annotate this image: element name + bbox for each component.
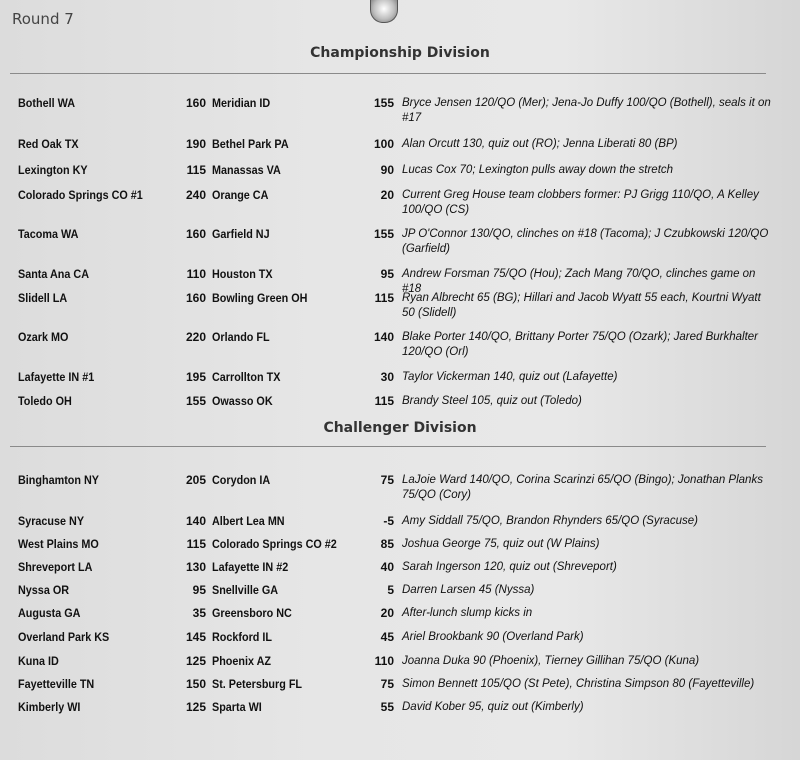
- team2: Orlando FL: [212, 330, 270, 344]
- score2: -5: [383, 514, 394, 528]
- score2: 115: [374, 394, 394, 408]
- team2: Greensboro NC: [212, 606, 292, 620]
- game-note: LaJoie Ward 140/QO, Corina Scarinzi 65/QO (Bingo); Jonathan Planks 75/QO (Cory): [402, 474, 763, 501]
- team2: Sparta WI: [212, 700, 262, 714]
- team1: Ozark MO: [18, 330, 69, 344]
- game-note: David Kober 95, quiz out (Kimberly): [402, 701, 584, 713]
- score2: 5: [387, 583, 394, 597]
- team2: Houston TX: [212, 267, 273, 281]
- score1: 125: [185, 654, 206, 668]
- score2: 55: [380, 700, 394, 714]
- championship-division-title: Championship Division: [310, 45, 490, 61]
- team1: Slidell LA: [18, 291, 68, 305]
- score2: 40: [380, 560, 394, 574]
- team1: Bothell WA: [18, 96, 75, 110]
- score2: 20: [380, 188, 394, 202]
- score1: 160: [185, 96, 206, 110]
- game-note: Simon Bennett 105/QO (St Pete), Christina Simpson 80 (Fayetteville): [402, 678, 755, 690]
- team2: Bowling Green OH: [212, 291, 308, 305]
- team2: Albert Lea MN: [212, 514, 285, 528]
- game-note: JP O'Connor 130/QO, clinches on #18 (Tacoma); J Czubkowski 120/QO (Garfield): [402, 228, 769, 255]
- team2: St. Petersburg FL: [212, 677, 303, 691]
- score1: 130: [185, 560, 206, 574]
- score1: 240: [185, 188, 206, 202]
- team2: Manassas VA: [212, 163, 281, 177]
- game-note: Bryce Jensen 120/QO (Mer); Jena-Jo Duffy 100/QO (Bothell), seals it on #17: [402, 97, 771, 124]
- divider: [10, 446, 766, 447]
- game-note: Sarah Ingerson 120, quiz out (Shreveport): [402, 561, 617, 573]
- team1: Augusta GA: [18, 606, 81, 620]
- challenger-division-title: Challenger Division: [323, 420, 477, 436]
- score1: 160: [185, 227, 206, 241]
- score2: 95: [380, 267, 394, 281]
- game-note: Darren Larsen 45 (Nyssa): [402, 584, 535, 596]
- team2: Meridian ID: [212, 96, 271, 110]
- score1: 125: [185, 700, 206, 714]
- game-note: Lucas Cox 70; Lexington pulls away down the stretch: [402, 164, 674, 176]
- score2: 85: [380, 537, 394, 551]
- team1: Overland Park KS: [18, 630, 110, 644]
- pushpin-icon: [370, 0, 398, 23]
- score2: 155: [373, 227, 394, 241]
- team1: Syracuse NY: [18, 514, 85, 528]
- team1: Lexington KY: [18, 163, 88, 177]
- game-note: Joshua George 75, quiz out (W Plains): [402, 538, 600, 550]
- score2: 155: [373, 96, 394, 110]
- score1: 150: [185, 677, 206, 691]
- team2: Orange CA: [212, 188, 269, 202]
- game-note: Andrew Forsman 75/QO (Hou); Zach Mang 70/QO, clinches game on #18: [402, 268, 756, 295]
- team2: Phoenix AZ: [212, 654, 272, 668]
- divider: [10, 73, 766, 74]
- team1: Lafayette IN #1: [18, 370, 95, 384]
- team1: West Plains MO: [18, 537, 99, 551]
- round-label: Round 7: [12, 10, 74, 28]
- team1: Red Oak TX: [18, 137, 79, 151]
- score2: 45: [380, 630, 394, 644]
- score1: 35: [192, 606, 206, 620]
- score1: 95: [192, 583, 206, 597]
- team2: Carrollton TX: [212, 370, 281, 384]
- team2: Bethel Park PA: [212, 137, 289, 151]
- game-note: Brandy Steel 105, quiz out (Toledo): [402, 395, 582, 407]
- team1: Toledo OH: [18, 394, 72, 408]
- score1: 115: [186, 537, 206, 551]
- team2: Colorado Springs CO #2: [212, 537, 337, 551]
- game-note: Ariel Brookbank 90 (Overland Park): [402, 631, 584, 643]
- team1: Nyssa OR: [18, 583, 70, 597]
- game-note: After-lunch slump kicks in: [402, 607, 533, 619]
- score1: 160: [185, 291, 206, 305]
- score1: 140: [185, 514, 206, 528]
- game-note: Ryan Albrecht 65 (BG); Hillari and Jacob Wyatt 55 each, Kourtni Wyatt 50 (Slidell): [402, 292, 761, 319]
- score1: 115: [186, 163, 206, 177]
- game-note: Joanna Duka 90 (Phoenix), Tierney Gillihan 75/QO (Kuna): [402, 655, 700, 667]
- team2: Owasso OK: [212, 394, 273, 408]
- score1: 145: [185, 630, 206, 644]
- score2: 110: [374, 654, 394, 668]
- team1: Fayetteville TN: [18, 677, 95, 691]
- team1: Binghamton NY: [18, 473, 99, 487]
- score1: 195: [185, 370, 206, 384]
- team2: Rockford IL: [212, 630, 273, 644]
- game-note: Amy Siddall 75/QO, Brandon Rhynders 65/QO (Syracuse): [402, 515, 698, 527]
- score2: 115: [374, 291, 394, 305]
- score2: 100: [373, 137, 394, 151]
- team1: Shreveport LA: [18, 560, 93, 574]
- team2: Corydon IA: [212, 473, 271, 487]
- score1: 190: [185, 137, 206, 151]
- score2: 75: [380, 473, 394, 487]
- score1: 110: [186, 267, 206, 281]
- game-note: Current Greg House team clobbers former: PJ Grigg 110/QO, A Kelley 100/QO (CS): [402, 189, 759, 216]
- score2: 30: [380, 370, 394, 384]
- score2: 75: [380, 677, 394, 691]
- score1: 220: [185, 330, 206, 344]
- game-note: Taylor Vickerman 140, quiz out (Lafayette): [402, 371, 618, 383]
- team2: Garfield NJ: [212, 227, 270, 241]
- game-note: Blake Porter 140/QO, Brittany Porter 75/QO (Ozark); Jared Burkhalter 120/QO (Orl): [402, 331, 758, 358]
- team1: Kimberly WI: [18, 700, 81, 714]
- score2: 20: [380, 606, 394, 620]
- score2: 90: [380, 163, 394, 177]
- team1: Santa Ana CA: [18, 267, 90, 281]
- team1: Colorado Springs CO #1: [18, 188, 143, 202]
- score2: 140: [373, 330, 394, 344]
- team2: Lafayette IN #2: [212, 560, 289, 574]
- score1: 155: [185, 394, 206, 408]
- team2: Snellville GA: [212, 583, 279, 597]
- score1: 205: [185, 473, 206, 487]
- game-note: Alan Orcutt 130, quiz out (RO); Jenna Liberati 80 (BP): [402, 138, 678, 150]
- team1: Tacoma WA: [18, 227, 79, 241]
- team1: Kuna ID: [18, 654, 59, 668]
